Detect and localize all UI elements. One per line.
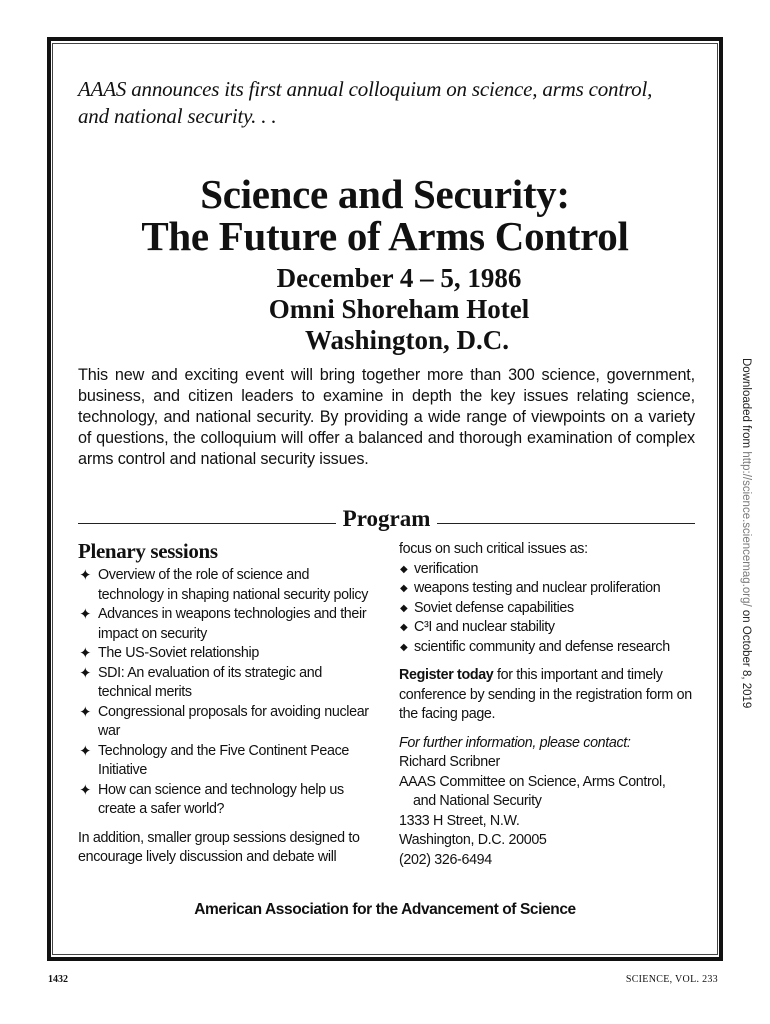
event-venue: Omni Shoreham Hotel [268,294,530,324]
program-label: Program [342,506,431,531]
program-heading [78,505,695,535]
bullet-icon: ✦ [79,645,92,662]
page-number: 1432 [48,974,68,985]
contact-committee-cont: and National Security [413,793,542,809]
plenary-item-text: SDI: An evaluation of its strategic and technical merits [98,664,322,700]
plenary-item-text: The US-Soviet relationship [98,645,259,661]
list-item [399,560,699,580]
bullet-icon: ◆ [400,622,408,633]
title-line-1: Science and Security: [200,171,570,217]
contact-city: Washington, D.C. 20005 [399,832,547,848]
bullet-icon: ◆ [400,583,408,594]
event-date: December 4 – 5, 1986 [276,263,522,293]
bullet-icon: ◆ [400,602,408,614]
plenary-item-text: Congressional proposals for avoiding nuclear war [98,703,369,739]
list-item [78,605,374,644]
list-item [399,618,699,638]
title-line-2: The Future of Arms Control [141,213,629,259]
contact-name: Richard Scribner [399,754,500,770]
focus-item-text: C³I and nuclear stability [414,619,555,635]
program-right-column [399,540,699,870]
plenary-item-text: Advances in weapons technologies and their impact on security [98,606,367,642]
download-watermark [738,358,752,709]
list-item [399,638,699,658]
focus-item-text: verification [414,560,479,577]
contact-street: 1333 H Street, N.W. [399,812,520,829]
plenary-list [78,566,374,820]
bullet-icon: ◆ [400,641,408,653]
program-rule-right [437,523,695,524]
register-paragraph [399,666,699,725]
journal-reference: SCIENCE, VOL. 233 [625,974,718,985]
focus-intro: focus on such critical issues as: [399,541,588,557]
register-today-label: Register today [399,667,494,683]
program-left-column [78,538,374,868]
intro-line-1: AAAS announces its first annual colloquium on science, arms control, [78,77,653,101]
focus-item-text: Soviet defense capabilities [414,599,574,616]
download-link[interactable]: http://science.sciencemag.org/ [740,451,752,607]
list-item [78,742,374,781]
organization-footer: American Association for the Advancement of Science [194,901,576,918]
event-city: Washington, D.C. [304,325,510,355]
list-item [78,664,374,703]
contact-phone: (202) 326-6494 [399,851,492,868]
plenary-item-text: Technology and the Five Continent Peace Initiative [98,742,350,778]
intro-announcement [78,76,698,130]
list-item [399,579,699,599]
bullet-icon: ✦ [79,742,92,760]
list-item [78,566,374,605]
list-item [399,599,699,619]
list-item [78,781,374,820]
bullet-icon: ✦ [79,567,92,584]
list-item [78,644,374,664]
register-text: for this important and timely conference by sending in the registration form on the facing page. [399,667,692,722]
bullet-icon: ✦ [79,781,92,799]
plenary-heading: Plenary sessions [78,539,218,563]
bullet-icon: ✦ [79,664,92,682]
list-item [78,703,374,742]
plenary-item-text: How can science and technology help us create a safer world? [98,781,344,817]
intro-line-2: and national security. . . [78,104,277,128]
contact-intro: For further information, please contact: [399,734,631,751]
bullet-icon: ✦ [79,703,92,721]
focus-item-text: weapons testing and nuclear proliferation [414,580,661,596]
focus-list [399,560,699,658]
plenary-item-text: Overview of the role of science and technology in shaping national security policy [98,567,369,603]
contact-committee: AAAS Committee on Science, Arms Control, [399,773,666,790]
focus-item-text: scientific community and defense research [414,638,670,655]
additional-sessions-text: In addition, smaller group sessions designed to encourage lively discussion and debate will [78,829,360,865]
bullet-icon: ◆ [400,563,408,575]
download-suffix: on October 8, 2019 [740,606,752,709]
download-prefix: Downloaded from [740,358,752,452]
bullet-icon: ✦ [79,606,92,623]
event-description: This new and exciting event will bring together more than 300 science, government, business, and citizen leaders to examine in depth the key issues relating science, technology, and national security. By providing a wide range of viewpoints on a variety of questions, the colloquium will offer a balanced and thorough examination of complex arms control and national security issues. [78,366,695,468]
